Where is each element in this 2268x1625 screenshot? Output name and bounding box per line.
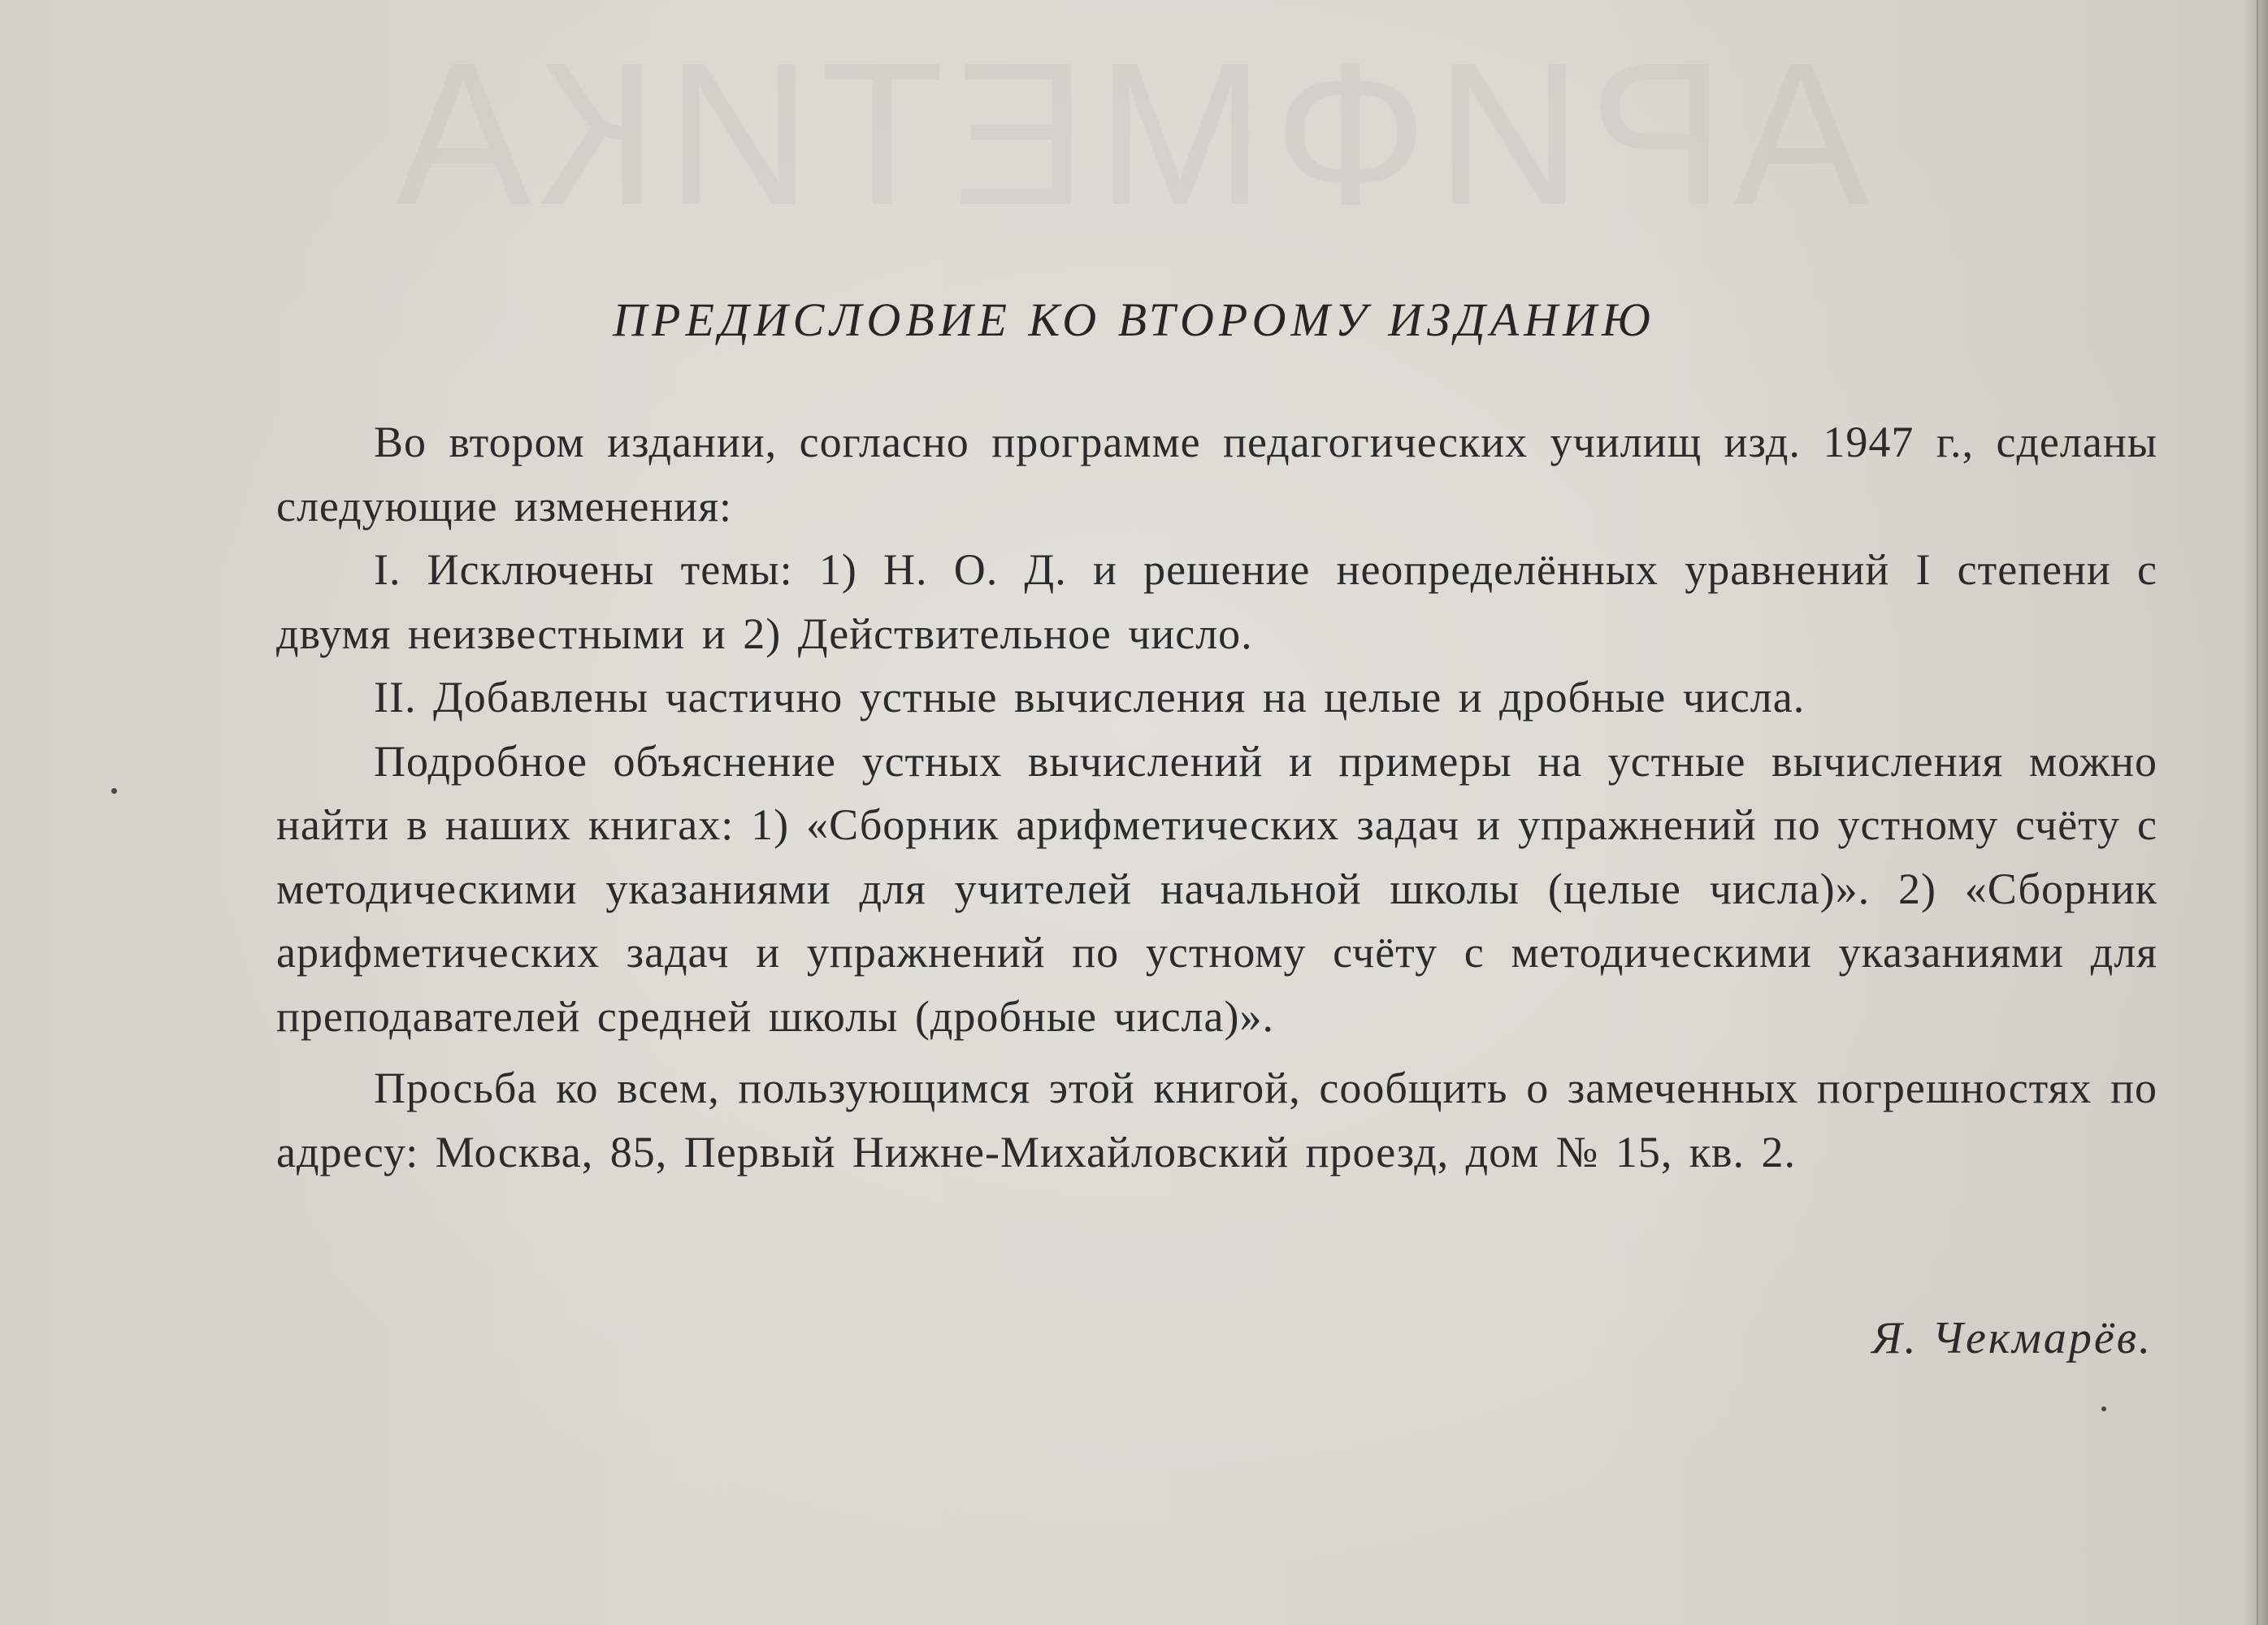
preface-text: [276, 410, 2157, 1184]
paragraph-request: Просьба ко всем, пользующимся этой книгой, сообщить о замеченных погрешностях по адресу: Москва, 85, Первый Нижне-Михайловский проезд, дом № 15, кв. 2.: [276, 1064, 2157, 1176]
paragraph-added-topics: II. Добавлены частично устные вычисления на целые и дробные числа.: [374, 673, 1806, 722]
paragraph-references: Подробное объяснение устных вычислений и примеры на устные вычисления можно найти в наших книгах: 1) «Сборник арифметических задач и упражнений по устному счёту с методическими указаниями для учителей начальной школы (целые числа)». 2) «Сборник арифметических задач и упражнений по устному счёту с методическими указаниями для преподавателей средней школы (дробные числа)».: [276, 736, 2157, 1041]
paper-speck: [2101, 1406, 2106, 1411]
paragraph-removed-topics: I. Исключены темы: 1) Н. О. Д. и решение неопределённых уравнений I степени с двумя неизвестными и 2) Действительное число.: [276, 545, 2157, 658]
paper-speck: [111, 788, 117, 794]
page-edge-line: [2257, 0, 2258, 1625]
page-heading: ПРЕДИСЛОВИЕ КО ВТОРОМУ ИЗДАНИЮ: [613, 293, 1655, 346]
page-edge-shadow: [2242, 0, 2268, 1625]
bleed-through-title: АРИФМЕТИКА: [387, 20, 1869, 247]
paragraph-intro: Во втором издании, согласно программе педагогических училищ изд. 1947 г., сделаны следующие изменения:: [276, 418, 2157, 531]
author-signature: Я. Чекмарёв.: [1871, 1313, 2153, 1363]
